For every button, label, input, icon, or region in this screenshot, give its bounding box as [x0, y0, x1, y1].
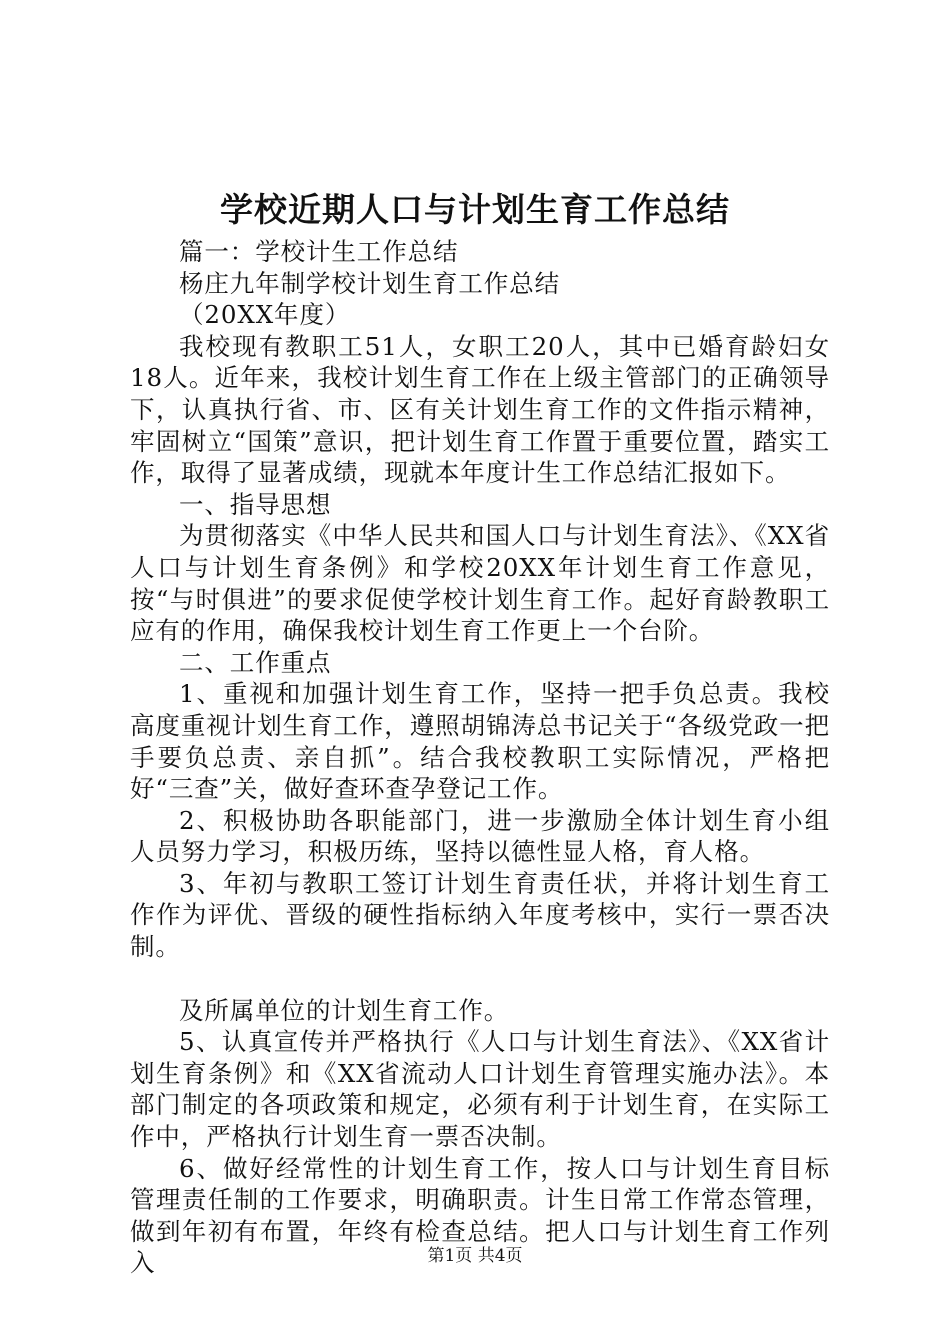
- paragraph: 6、做好经常性的计划生育工作，按人口与计划生育目标管理责任制的工作要求，明确职责。计生日常工作常态管理，做到年初有布置，年终有检查总结。把人口与计划生育工作列入: [130, 1153, 830, 1278]
- section-heading: 二、工作重点: [179, 647, 332, 677]
- paragraph: 及所属单位的计划生育工作。: [179, 995, 510, 1025]
- paragraph: 我校现有教职工51人，女职工20人，其中已婚育龄妇女18人。近年来，我校计划生育工作在上级主管部门的正确领导下，认真执行省、市、区有关计划生育工作的文件指示精神，牢固树立“国策”意识，把计划生育工作置于重要位置，踏实工作，取得了显著成绩，现就本年度计生工作总结汇报如下。: [130, 331, 830, 488]
- paragraph: 3、年初与教职工签订计划生育责任状，并将计划生育工作作为评优、晋级的硬性指标纳入年度考核中，实行一票否决制。: [130, 868, 830, 962]
- paragraph: 5、认真宣传并严格执行《人口与计划生育法》、《XX省计划生育条例》和《XX省流动人口计划生育管理实施办法》。本部门制定的各项政策和规定，必须有利于计划生育，在实际工作中，严格执行计划生育一票否决制。: [130, 1027, 830, 1152]
- paragraph: 为贯彻落实《中华人民共和国人口与计划生育法》、《XX省人口与计划生育条例》和学校20XX年计划生育工作意见，按“与时俱进”的要求促使学校计划生育工作。起好育龄教职工应有的作用，确保我校计划生育工作更上一个台阶。: [130, 521, 830, 646]
- document-title: 学校近期人口与计划生育工作总结: [220, 190, 730, 229]
- paragraph: 杨庄九年制学校计划生育工作总结: [179, 268, 560, 298]
- paragraph: （20XX年度）: [179, 300, 351, 330]
- section-heading: 一、指导思想: [179, 489, 332, 519]
- paragraph: 篇一：学校计生工作总结: [179, 237, 459, 266]
- paragraph: 2、积极协助各职能部门，进一步激励全体计划生育小组人员努力学习，积极历练，坚持以德性显人格，育人格。: [130, 805, 830, 867]
- paragraph: 1、重视和加强计划生育工作，坚持一把手负总责。我校高度重视计划生育工作，遵照胡锦涛总书记关于“各级党政一把手要负总责、亲自抓”。结合我校教职工实际情况，严格把好“三查”关，做好查环查孕登记工作。: [130, 679, 830, 804]
- page-number-footer: 第1页 共4页: [427, 1246, 523, 1266]
- document-body: [130, 236, 830, 1279]
